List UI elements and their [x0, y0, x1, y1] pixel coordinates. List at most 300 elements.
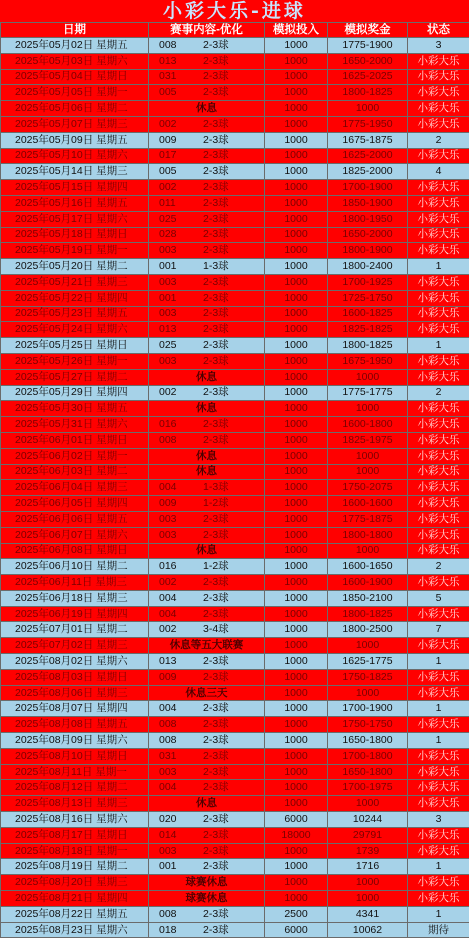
goal-pick: 2-3球	[203, 608, 229, 621]
goal-pick: 2-3球	[203, 386, 229, 399]
prize-cell: 1850-2100	[328, 590, 408, 606]
goal-pick: 2-3球	[203, 924, 229, 937]
event-cell: 休息三天	[149, 685, 265, 701]
stake-cell: 1000	[265, 685, 328, 701]
table-row	[1, 796, 469, 812]
event-cell	[149, 606, 265, 622]
event-cell	[149, 69, 265, 85]
event-cell: 休息	[149, 543, 265, 559]
table-row	[1, 53, 469, 69]
date-cell: 2025年08月07日 星期四	[1, 701, 149, 717]
date-cell: 2025年05月06日 星期二	[1, 101, 149, 117]
date-cell: 2025年05月10日 星期六	[1, 148, 149, 164]
prize-cell: 10244	[328, 812, 408, 828]
match-code: 002	[155, 623, 203, 636]
match-code: 009	[155, 497, 203, 510]
date-cell: 2025年05月25日 星期日	[1, 338, 149, 354]
event-cell	[149, 164, 265, 180]
date-cell: 2025年05月09日 星期五	[1, 132, 149, 148]
stake-cell: 1000	[265, 654, 328, 670]
match-code: 028	[155, 228, 203, 241]
table-row	[1, 606, 469, 622]
event-cell	[149, 432, 265, 448]
date-cell: 2025年08月10日 星期日	[1, 748, 149, 764]
stake-cell: 1000	[265, 748, 328, 764]
prize-cell: 1700-1975	[328, 780, 408, 796]
date-cell: 2025年08月17日 星期日	[1, 827, 149, 843]
stake-cell: 1000	[265, 290, 328, 306]
table-row	[1, 180, 469, 196]
event-cell	[149, 480, 265, 496]
event-cell	[149, 559, 265, 575]
stake-cell: 1000	[265, 180, 328, 196]
match-code: 016	[155, 560, 203, 573]
match-code: 003	[155, 244, 203, 257]
results-table	[0, 22, 469, 938]
status-cell: 小彩大乐	[408, 148, 469, 164]
event-cell	[149, 654, 265, 670]
date-cell: 2025年06月06日 星期五	[1, 511, 149, 527]
prize-cell: 4341	[328, 906, 408, 922]
date-cell: 2025年05月18日 星期日	[1, 227, 149, 243]
event-cell: 休息等五大联赛	[149, 638, 265, 654]
goal-pick: 2-3球	[203, 750, 229, 763]
event-cell	[149, 53, 265, 69]
goal-pick: 2-3球	[203, 813, 229, 826]
status-cell: 1	[408, 906, 469, 922]
table-row	[1, 875, 469, 891]
table-row	[1, 669, 469, 685]
status-cell: 小彩大乐	[408, 353, 469, 369]
status-cell: 小彩大乐	[408, 669, 469, 685]
status-cell: 小彩大乐	[408, 53, 469, 69]
header-event: 赛事内容-优化	[149, 23, 265, 38]
status-cell: 小彩大乐	[408, 606, 469, 622]
prize-cell: 1600-1825	[328, 306, 408, 322]
date-cell: 2025年05月03日 星期六	[1, 53, 149, 69]
date-cell: 2025年05月04日 星期日	[1, 69, 149, 85]
prize-cell: 1000	[328, 891, 408, 907]
prize-cell: 1000	[328, 638, 408, 654]
status-cell: 2	[408, 132, 469, 148]
goal-pick: 2-3球	[203, 323, 229, 336]
event-cell: 休息	[149, 796, 265, 812]
table-row	[1, 575, 469, 591]
stake-cell: 1000	[265, 132, 328, 148]
event-cell: 休息	[149, 448, 265, 464]
prize-cell: 1700-1800	[328, 748, 408, 764]
table-row	[1, 906, 469, 922]
goal-pick: 2-3球	[203, 434, 229, 447]
stake-cell: 1000	[265, 701, 328, 717]
date-cell: 2025年08月06日 星期三	[1, 685, 149, 701]
event-cell	[149, 227, 265, 243]
stake-cell: 1000	[265, 369, 328, 385]
date-cell: 2025年08月11日 星期一	[1, 764, 149, 780]
status-cell: 小彩大乐	[408, 891, 469, 907]
status-cell: 1	[408, 338, 469, 354]
date-cell: 2025年05月21日 星期三	[1, 274, 149, 290]
stake-cell: 1000	[265, 638, 328, 654]
event-cell	[149, 575, 265, 591]
table-row	[1, 448, 469, 464]
table-row	[1, 543, 469, 559]
match-code: 003	[155, 307, 203, 320]
date-cell: 2025年08月08日 星期五	[1, 717, 149, 733]
date-cell: 2025年08月12日 星期二	[1, 780, 149, 796]
goal-pick: 2-3球	[203, 718, 229, 731]
prize-cell: 1625-1775	[328, 654, 408, 670]
stake-cell: 1000	[265, 101, 328, 117]
event-cell: 休息	[149, 101, 265, 117]
date-cell: 2025年08月02日 星期六	[1, 654, 149, 670]
event-cell	[149, 195, 265, 211]
goal-pick: 2-3球	[203, 829, 229, 842]
prize-cell: 1600-1900	[328, 575, 408, 591]
status-cell: 小彩大乐	[408, 685, 469, 701]
stake-cell: 1000	[265, 432, 328, 448]
status-cell: 1	[408, 654, 469, 670]
date-cell: 2025年08月09日 星期六	[1, 733, 149, 749]
status-cell: 5	[408, 590, 469, 606]
goal-pick: 1-2球	[203, 497, 229, 510]
stake-cell: 1000	[265, 385, 328, 401]
status-cell: 期待	[408, 922, 469, 938]
table-row	[1, 417, 469, 433]
table-row	[1, 195, 469, 211]
goal-pick: 2-3球	[203, 86, 229, 99]
date-cell: 2025年05月27日 星期二	[1, 369, 149, 385]
stake-cell: 1000	[265, 164, 328, 180]
stake-cell: 1000	[265, 511, 328, 527]
status-cell: 小彩大乐	[408, 243, 469, 259]
prize-cell: 1000	[328, 685, 408, 701]
prize-cell: 1700-1900	[328, 701, 408, 717]
status-cell: 小彩大乐	[408, 543, 469, 559]
event-cell: 休息	[149, 401, 265, 417]
prize-cell: 1700-1925	[328, 274, 408, 290]
match-code: 004	[155, 592, 203, 605]
stake-cell: 1000	[265, 875, 328, 891]
event-cell	[149, 717, 265, 733]
status-cell: 小彩大乐	[408, 417, 469, 433]
table-row	[1, 733, 469, 749]
status-cell: 小彩大乐	[408, 401, 469, 417]
stake-cell: 1000	[265, 322, 328, 338]
goal-pick: 2-3球	[203, 576, 229, 589]
stake-cell: 1000	[265, 843, 328, 859]
table-row	[1, 132, 469, 148]
event-cell	[149, 906, 265, 922]
prize-cell: 1825-1975	[328, 432, 408, 448]
event-cell	[149, 274, 265, 290]
prize-cell: 1625-2025	[328, 69, 408, 85]
stake-cell: 1000	[265, 496, 328, 512]
goal-pick: 2-3球	[203, 39, 229, 52]
match-code: 009	[155, 671, 203, 684]
event-cell	[149, 812, 265, 828]
event-cell	[149, 748, 265, 764]
match-code: 003	[155, 276, 203, 289]
prize-cell: 1650-1800	[328, 733, 408, 749]
goal-pick: 2-3球	[203, 513, 229, 526]
match-code: 008	[155, 434, 203, 447]
match-code: 016	[155, 418, 203, 431]
prize-cell: 1600-1800	[328, 417, 408, 433]
event-cell	[149, 590, 265, 606]
match-code: 013	[155, 655, 203, 668]
status-cell: 4	[408, 164, 469, 180]
match-code: 031	[155, 750, 203, 763]
stake-cell: 1000	[265, 559, 328, 575]
stake-cell: 18000	[265, 827, 328, 843]
table-row	[1, 812, 469, 828]
event-cell	[149, 669, 265, 685]
date-cell: 2025年08月23日 星期六	[1, 922, 149, 938]
goal-pick: 2-3球	[203, 292, 229, 305]
prize-cell: 1775-1950	[328, 116, 408, 132]
table-row	[1, 685, 469, 701]
date-cell: 2025年05月16日 星期五	[1, 195, 149, 211]
status-cell: 小彩大乐	[408, 85, 469, 101]
event-cell	[149, 38, 265, 54]
status-cell: 1	[408, 259, 469, 275]
stake-cell: 1000	[265, 195, 328, 211]
prize-cell: 1650-2000	[328, 227, 408, 243]
event-cell	[149, 859, 265, 875]
goal-pick: 2-3球	[203, 213, 229, 226]
date-cell: 2025年08月18日 星期一	[1, 843, 149, 859]
table-row	[1, 511, 469, 527]
match-code: 004	[155, 608, 203, 621]
prize-cell: 1800-1825	[328, 85, 408, 101]
match-code: 002	[155, 181, 203, 194]
status-cell: 小彩大乐	[408, 195, 469, 211]
date-cell: 2025年06月04日 星期三	[1, 480, 149, 496]
date-cell: 2025年06月11日 星期三	[1, 575, 149, 591]
date-cell: 2025年05月07日 星期三	[1, 116, 149, 132]
stake-cell: 1000	[265, 590, 328, 606]
date-cell: 2025年05月24日 星期六	[1, 322, 149, 338]
event-cell: 球赛休息	[149, 891, 265, 907]
date-cell: 2025年05月22日 星期四	[1, 290, 149, 306]
match-code: 008	[155, 718, 203, 731]
table-row	[1, 211, 469, 227]
sheet-title: 小彩大乐-进球	[0, 0, 469, 22]
match-code: 020	[155, 813, 203, 826]
match-code: 003	[155, 766, 203, 779]
status-cell: 小彩大乐	[408, 575, 469, 591]
goal-pick: 2-3球	[203, 55, 229, 68]
table-row	[1, 290, 469, 306]
stake-cell: 1000	[265, 38, 328, 54]
table-row	[1, 259, 469, 275]
date-cell: 2025年06月19日 星期四	[1, 606, 149, 622]
event-cell	[149, 496, 265, 512]
status-cell: 小彩大乐	[408, 827, 469, 843]
prize-cell: 1000	[328, 448, 408, 464]
event-cell	[149, 843, 265, 859]
stake-cell: 1000	[265, 464, 328, 480]
date-cell: 2025年08月20日 星期三	[1, 875, 149, 891]
match-code: 003	[155, 355, 203, 368]
date-cell: 2025年07月02日 星期三	[1, 638, 149, 654]
stake-cell: 1000	[265, 306, 328, 322]
prize-cell: 1700-1900	[328, 180, 408, 196]
date-cell: 2025年06月02日 星期一	[1, 448, 149, 464]
table-row	[1, 164, 469, 180]
table-row	[1, 69, 469, 85]
stake-cell: 1000	[265, 606, 328, 622]
table-row	[1, 764, 469, 780]
prize-cell: 1800-1825	[328, 606, 408, 622]
stake-cell: 6000	[265, 812, 328, 828]
status-cell: 小彩大乐	[408, 116, 469, 132]
goal-pick: 2-3球	[203, 276, 229, 289]
prize-cell: 1650-1800	[328, 764, 408, 780]
match-code: 004	[155, 781, 203, 794]
match-code: 002	[155, 386, 203, 399]
status-cell: 小彩大乐	[408, 274, 469, 290]
event-cell	[149, 701, 265, 717]
table-row	[1, 306, 469, 322]
status-cell: 小彩大乐	[408, 511, 469, 527]
goal-pick: 1-3球	[203, 260, 229, 273]
table-row	[1, 369, 469, 385]
goal-pick: 2-3球	[203, 781, 229, 794]
goal-pick: 1-2球	[203, 560, 229, 573]
table-row	[1, 353, 469, 369]
table-row	[1, 780, 469, 796]
table-row	[1, 859, 469, 875]
status-cell: 小彩大乐	[408, 496, 469, 512]
header-row	[1, 23, 469, 38]
event-cell	[149, 622, 265, 638]
event-cell	[149, 922, 265, 938]
goal-pick: 2-3球	[203, 702, 229, 715]
date-cell: 2025年06月05日 星期四	[1, 496, 149, 512]
stake-cell: 1000	[265, 227, 328, 243]
stake-cell: 1000	[265, 417, 328, 433]
status-cell: 小彩大乐	[408, 101, 469, 117]
header-stake: 模拟投入	[265, 23, 328, 38]
table-row	[1, 559, 469, 575]
table-row	[1, 891, 469, 907]
event-cell	[149, 385, 265, 401]
match-code: 001	[155, 292, 203, 305]
match-code: 001	[155, 860, 203, 873]
match-code: 003	[155, 513, 203, 526]
table-row	[1, 227, 469, 243]
goal-pick: 2-3球	[203, 244, 229, 257]
date-cell: 2025年06月10日 星期二	[1, 559, 149, 575]
goal-pick: 2-3球	[203, 671, 229, 684]
date-cell: 2025年05月30日 星期五	[1, 401, 149, 417]
stake-cell: 1000	[265, 543, 328, 559]
prize-cell: 29791	[328, 827, 408, 843]
event-cell	[149, 780, 265, 796]
event-cell	[149, 243, 265, 259]
prize-cell: 1600-1600	[328, 496, 408, 512]
stake-cell: 1000	[265, 669, 328, 685]
prize-cell: 10062	[328, 922, 408, 938]
stake-cell: 1000	[265, 733, 328, 749]
status-cell: 小彩大乐	[408, 764, 469, 780]
event-cell	[149, 290, 265, 306]
date-cell: 2025年05月14日 星期三	[1, 164, 149, 180]
date-cell: 2025年06月08日 星期日	[1, 543, 149, 559]
stake-cell: 1000	[265, 480, 328, 496]
prize-cell: 1775-1875	[328, 511, 408, 527]
date-cell: 2025年05月19日 星期一	[1, 243, 149, 259]
stake-cell: 1000	[265, 85, 328, 101]
prize-cell: 1000	[328, 875, 408, 891]
prize-cell: 1000	[328, 101, 408, 117]
date-cell: 2025年05月29日 星期四	[1, 385, 149, 401]
prize-cell: 1750-2075	[328, 480, 408, 496]
prize-cell: 1000	[328, 543, 408, 559]
stake-cell: 1000	[265, 527, 328, 543]
prize-cell: 1775-1775	[328, 385, 408, 401]
table-row	[1, 338, 469, 354]
prize-cell: 1625-2000	[328, 148, 408, 164]
status-cell: 小彩大乐	[408, 306, 469, 322]
prize-cell: 1600-1650	[328, 559, 408, 575]
stake-cell: 1000	[265, 575, 328, 591]
status-cell: 小彩大乐	[408, 843, 469, 859]
event-cell	[149, 322, 265, 338]
stake-cell: 1000	[265, 891, 328, 907]
match-code: 025	[155, 339, 203, 352]
match-code: 005	[155, 165, 203, 178]
table-row	[1, 638, 469, 654]
table-row	[1, 527, 469, 543]
date-cell: 2025年05月05日 星期一	[1, 85, 149, 101]
match-code: 025	[155, 213, 203, 226]
status-cell: 2	[408, 559, 469, 575]
prize-cell: 1000	[328, 796, 408, 812]
prize-cell: 1800-1900	[328, 243, 408, 259]
goal-pick: 2-3球	[203, 860, 229, 873]
stake-cell: 1000	[265, 796, 328, 812]
match-code: 008	[155, 39, 203, 52]
stake-cell: 1000	[265, 259, 328, 275]
date-cell: 2025年08月13日 星期三	[1, 796, 149, 812]
table-row	[1, 843, 469, 859]
event-cell	[149, 527, 265, 543]
event-cell	[149, 511, 265, 527]
status-cell: 小彩大乐	[408, 464, 469, 480]
prize-cell: 1800-1800	[328, 527, 408, 543]
status-cell: 小彩大乐	[408, 448, 469, 464]
table-row	[1, 590, 469, 606]
prize-cell: 1750-1750	[328, 717, 408, 733]
status-cell: 小彩大乐	[408, 717, 469, 733]
goal-pick: 2-3球	[203, 766, 229, 779]
event-cell	[149, 338, 265, 354]
stake-cell: 1000	[265, 448, 328, 464]
table-row	[1, 322, 469, 338]
table-row	[1, 243, 469, 259]
prize-cell: 1725-1750	[328, 290, 408, 306]
stake-cell: 1000	[265, 717, 328, 733]
stake-cell: 1000	[265, 338, 328, 354]
table-row	[1, 480, 469, 496]
event-cell	[149, 764, 265, 780]
goal-pick: 2-3球	[203, 307, 229, 320]
table-row	[1, 116, 469, 132]
table-row	[1, 148, 469, 164]
